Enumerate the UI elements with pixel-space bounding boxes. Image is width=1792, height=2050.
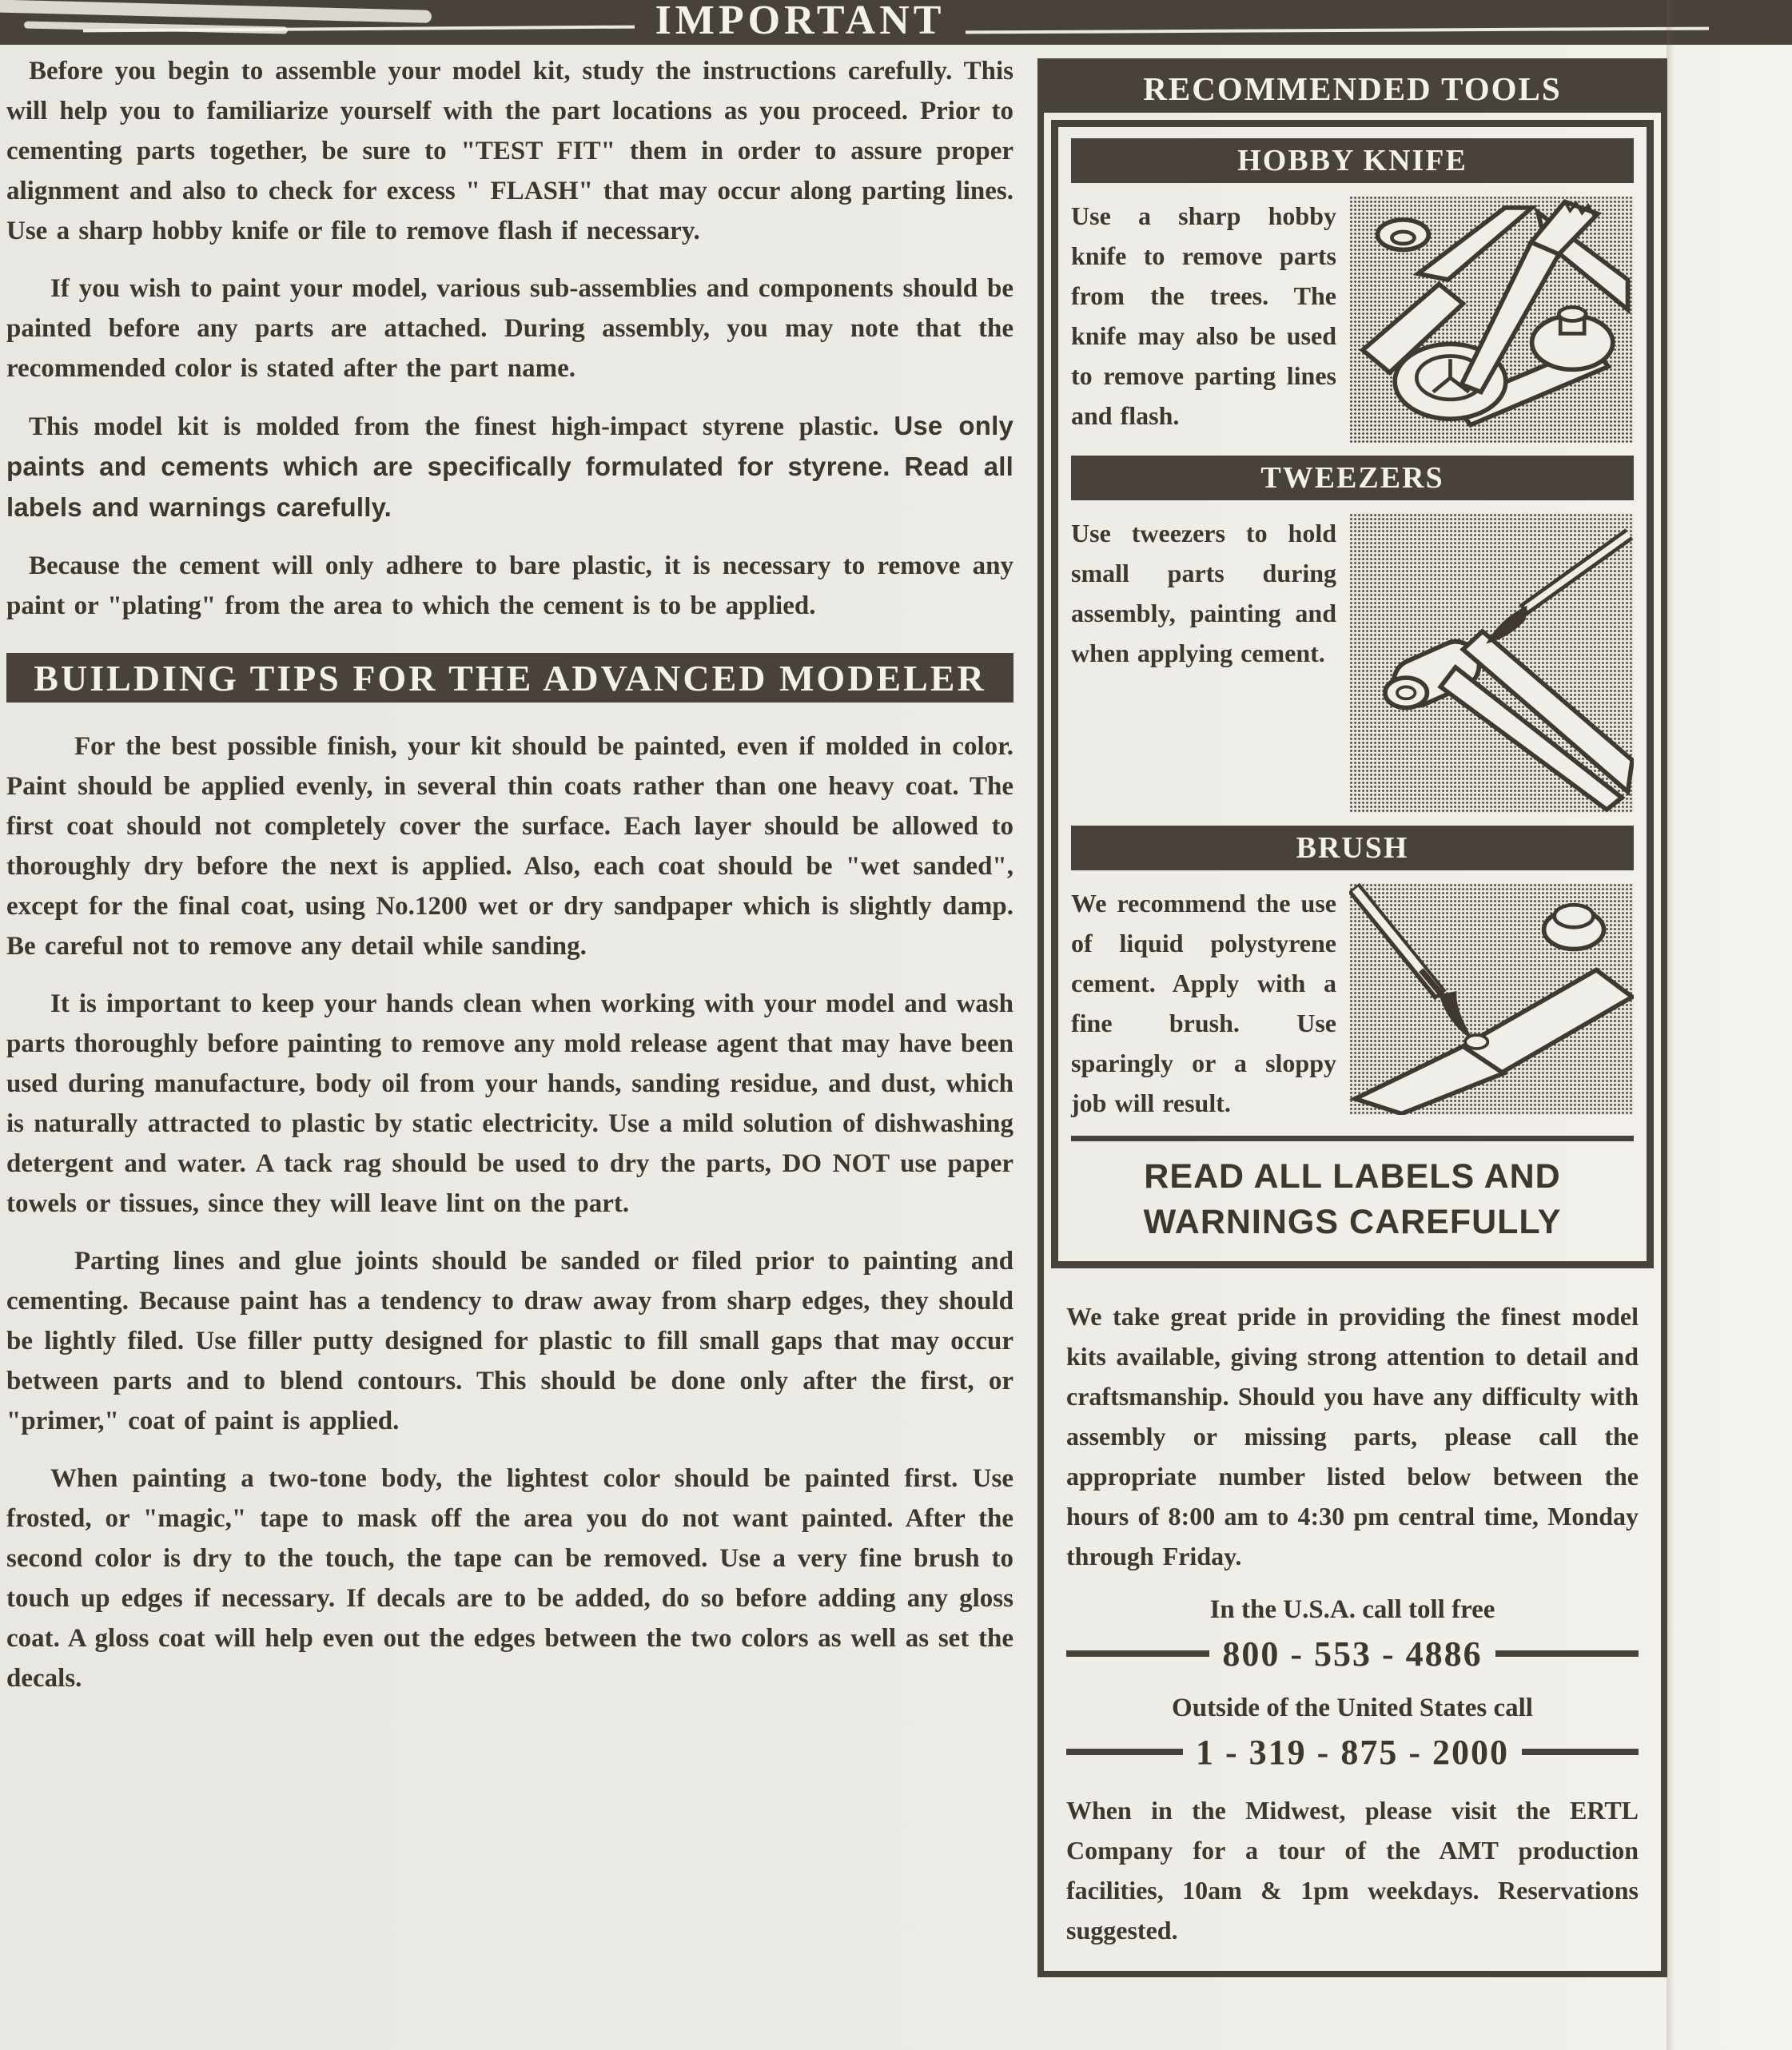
tweezers-section	[1071, 513, 1634, 813]
hobby-knife-text: Use a sharp hobby knife to remove parts from the trees. The knife may also be used to remove parting lines and flash.	[1071, 201, 1336, 430]
intl-phone-row	[1066, 1732, 1639, 1773]
paragraph-two-tone: When painting a two-tone body, the lightest color should be painted first. Use frosted, or "magic," tape to mask off the area you do not want painted. After the second color is dry to the touch, the tape can be removed. Use a very fine brush to touch up edges if necessary. If decals are to be added, do so before adding any gloss coat. A gloss coat will help even out the edges between the two colors as well as set the decals.	[6, 1464, 1013, 1693]
instructions-column	[6, 51, 1013, 1716]
hobby-knife-header: HOBBY KNIFE	[1071, 138, 1634, 183]
page-title: IMPORTANT	[655, 0, 946, 43]
customer-support-section	[1044, 1276, 1661, 1971]
phone-rule-right	[1522, 1749, 1639, 1755]
tweezers-header: TWEEZERS	[1071, 456, 1634, 500]
paragraph-styrene-serif: This model kit is molded from the finest high-impact styrene plastic.	[29, 412, 894, 441]
tools-box	[1051, 120, 1654, 1268]
page-fold-shadow	[1667, 0, 1675, 2050]
banner-rule-left	[83, 26, 635, 33]
paragraph-finish: For the best possible finish, your kit should be painted, even if molded in color. Paint should be applied evenly, in several thin coats rather than one heavy coat. The first coat should not completely cover the surface. Each layer should be allowed to thoroughly dry before the next is applied. Also, each coat should be "wet sanded", except for the final coat, using No.1200 wet or dry sandpaper which is slightly damp. Be careful not to remove any detail while sanding.	[6, 732, 1013, 961]
warning-divider	[1071, 1136, 1634, 1141]
brush-section	[1071, 883, 1634, 1123]
tweezers-text: Use tweezers to hold small parts during assembly, painting and when applying cement.	[1071, 519, 1336, 668]
support-intro: We take great pride in providing the finest model kits available, giving strong attention to detail and craftsmanship. Should you have any difficulty with assembly or missing parts, please call the appropriate number listed below between the hours of 8:00 am to 4:30 pm central time, Monday through Friday.	[1066, 1301, 1639, 1570]
usa-phone-row	[1066, 1634, 1639, 1674]
banner-rule-right	[966, 27, 1709, 34]
phone-rule-left	[1066, 1749, 1183, 1755]
hobby-knife-icon	[1349, 196, 1634, 443]
phone-rule-left	[1066, 1650, 1209, 1657]
paragraph-parting-lines: Parting lines and glue joints should be sanded or filed prior to painting and cementing. Because paint has a tendency to draw away from sharp edges, they should be lightly filed. Use filler putty designed for plastic to fill small gaps that may occur between parts and to blend contours. This should be done only after the first, or "primer," coat of paint is applied.	[6, 1247, 1013, 1435]
intl-phone-number: 1 - 319 - 875 - 2000	[1196, 1732, 1509, 1772]
phone-rule-right	[1495, 1650, 1639, 1657]
paragraph-painting: If you wish to paint your model, various sub-assemblies and components should be painted before any parts are attached. During assembly, you may note that the recommended color is stated after the part name.	[6, 274, 1013, 383]
building-tips-header: BUILDING TIPS FOR THE ADVANCED MODELER	[6, 653, 1013, 703]
tweezers-icon	[1349, 513, 1634, 813]
paragraph-cement: Because the cement will only adhere to bare plastic, it is necessary to remove any paint or "plating" from the area to which the cement is to be applied.	[6, 551, 1013, 620]
recommended-tools-panel	[1037, 58, 1667, 1977]
visit-note: When in the Midwest, please visit the ERTL Company for a tour of the AMT production facilities, 10am & 1pm weekdays. Reservations suggested.	[1066, 1795, 1639, 1945]
usa-phone-number: 800 - 553 - 4886	[1222, 1634, 1483, 1674]
brush-header: BRUSH	[1071, 826, 1634, 870]
important-banner	[0, 0, 1792, 45]
brush-text: We recommend the use of liquid polystyrene cement. Apply with a fine brush. Use sparingly or a sloppy job will result.	[1071, 888, 1336, 1117]
brush-icon	[1349, 883, 1634, 1115]
usa-phone-label: In the U.S.A. call toll free	[1209, 1594, 1495, 1624]
labels-warning-text: READ ALL LABELS AND WARNINGS CAREFULLY	[1143, 1156, 1562, 1241]
intl-phone-label: Outside of the United States call	[1172, 1693, 1533, 1722]
scan-streak	[0, 0, 432, 23]
hobby-knife-section	[1071, 196, 1634, 443]
paragraph-clean-hands: It is important to keep your hands clean when working with your model and wash parts thoroughly before painting to remove any mold release agent that may have been used during manufacture, body oil from your hands, sanding residue, and dust, which is naturally attracted to plastic by static electricity. Use a mild solution of dishwashing detergent and water. A tack rag should be used to dry the parts, DO NOT use paper towels or tissues, since they will leave lint on the part.	[6, 989, 1013, 1218]
recommended-tools-header: RECOMMENDED TOOLS	[1044, 65, 1661, 113]
paragraph-styrene-sans: Use only paints and cements which are specifically formulated for styrene. Read all labels and warnings carefully.	[6, 411, 1013, 522]
paragraph-styrene	[6, 406, 1013, 528]
paragraph-intro: Before you begin to assemble your model kit, study the instructions carefully. This will help you to familiarize yourself with the part locations as you proceed. Prior to cementing parts together, be sure to "TEST FIT" them in order to assure proper alignment and also to check for excess " FLASH" that may occur along parting lines. Use a sharp hobby knife or file to remove flash if necessary.	[6, 57, 1013, 245]
